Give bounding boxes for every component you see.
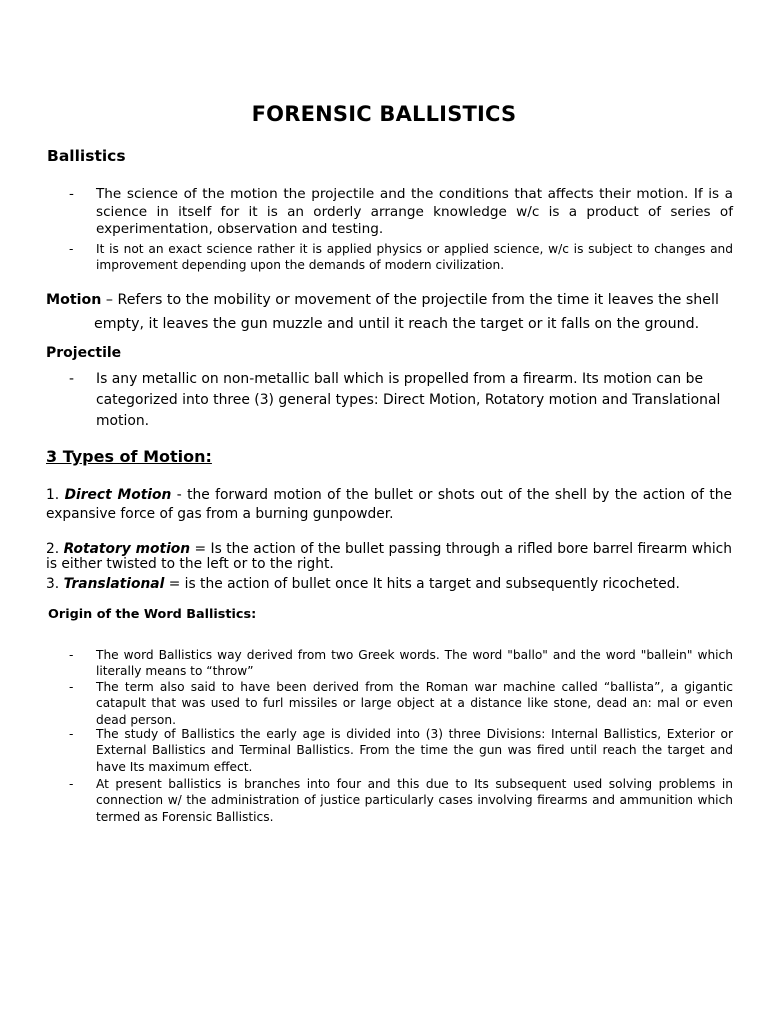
bullet-text: It is not an exact science rather it is applied physics or applied science, w/c is subject to changes and improvement depending upon the demands of modern civilization. <box>96 242 733 272</box>
motion-definition <box>46 288 732 336</box>
bullet-text: The word Ballistics way derived from two Greek words. The word "ballo" and the word "ballein" which literally means to “throw” <box>96 648 733 679</box>
bullet-dash: - <box>69 648 74 662</box>
bullet-dash: - <box>69 680 74 694</box>
motion-line-2: empty, it leaves the gun muzzle and until it reach the target or it falls on the ground. <box>94 316 700 332</box>
ballistics-bullet-2 <box>69 241 733 273</box>
bullet-text: At present ballistics is branches into four and this due to Its subsequent used solving problems in connection w/ the administration of justice particularly cases involving firearms and ammunition which termed as Forensic Ballistics. <box>96 777 733 824</box>
bullet-dash: - <box>69 727 74 741</box>
motion-type-1 <box>46 486 732 523</box>
heading-types-of-motion: 3 Types of Motion: <box>46 447 212 466</box>
bullet-dash: - <box>69 777 74 791</box>
bullet-text: The science of the motion the projectile and the conditions that affects their motion. If is a science in itself for it is an orderly arrange knowledge w/c is a product of series of experimentation, observation and testing. <box>96 186 733 237</box>
bullet-text: The study of Ballistics the early age is divided into (3) three Divisions: Internal Ballistics, Exterior or External Ballistics and Terminal Ballistics. From the time the gun was fired until reach the target and have Its maximum effect. <box>96 727 733 774</box>
item-number: 1. <box>46 487 65 503</box>
motion-line-1: – Refers to the mobility or movement of the projectile from the time it leaves the shell <box>101 292 719 308</box>
item-number: 2. <box>46 541 64 557</box>
item-term: Direct Motion <box>64 487 172 503</box>
motion-type-3 <box>46 575 732 594</box>
origin-bullet-2 <box>69 679 733 728</box>
bullet-text: The term also said to have been derived from the Roman war machine called “ballista”, a gigantic catapult that was used to furl missiles or large object at a distance like stone, dead an: mal or even dead person. <box>96 680 733 727</box>
projectile-bullet <box>69 369 733 432</box>
motion-term: Motion <box>46 292 102 308</box>
page-title: FORENSIC BALLISTICS <box>251 102 517 126</box>
item-text: - the forward motion of the bullet or shots out of the shell by the action of the expansive force of gas from a burning gunpowder. <box>46 487 732 522</box>
heading-origin: Origin of the Word Ballistics: <box>48 607 257 622</box>
bullet-dash: - <box>69 186 74 202</box>
bullet-text: Is any metallic on non-metallic ball which is propelled from a firearm. Its motion can be categorized into three (3) general types: Direct Motion, Rotatory motion and Translational motion. <box>96 371 721 429</box>
item-term: Rotatory motion <box>63 541 191 557</box>
heading-ballistics: Ballistics <box>47 147 126 165</box>
item-term: Translational <box>63 576 165 592</box>
item-number: 3. <box>46 576 64 592</box>
heading-projectile: Projectile <box>46 345 122 361</box>
motion-type-2 <box>46 542 732 572</box>
ballistics-bullet-1 <box>69 186 733 239</box>
bullet-dash: - <box>69 371 75 387</box>
item-text: = Is the action of the bullet passing through a rifled bore barrel firearm which is either twisted to the left or to the right. <box>46 541 732 572</box>
origin-bullet-4 <box>69 776 733 825</box>
origin-bullet-1 <box>69 647 733 680</box>
item-text: = is the action of bullet once It hits a target and subsequently ricocheted. <box>164 576 680 592</box>
origin-bullet-3 <box>69 726 733 775</box>
bullet-dash: - <box>69 242 74 256</box>
